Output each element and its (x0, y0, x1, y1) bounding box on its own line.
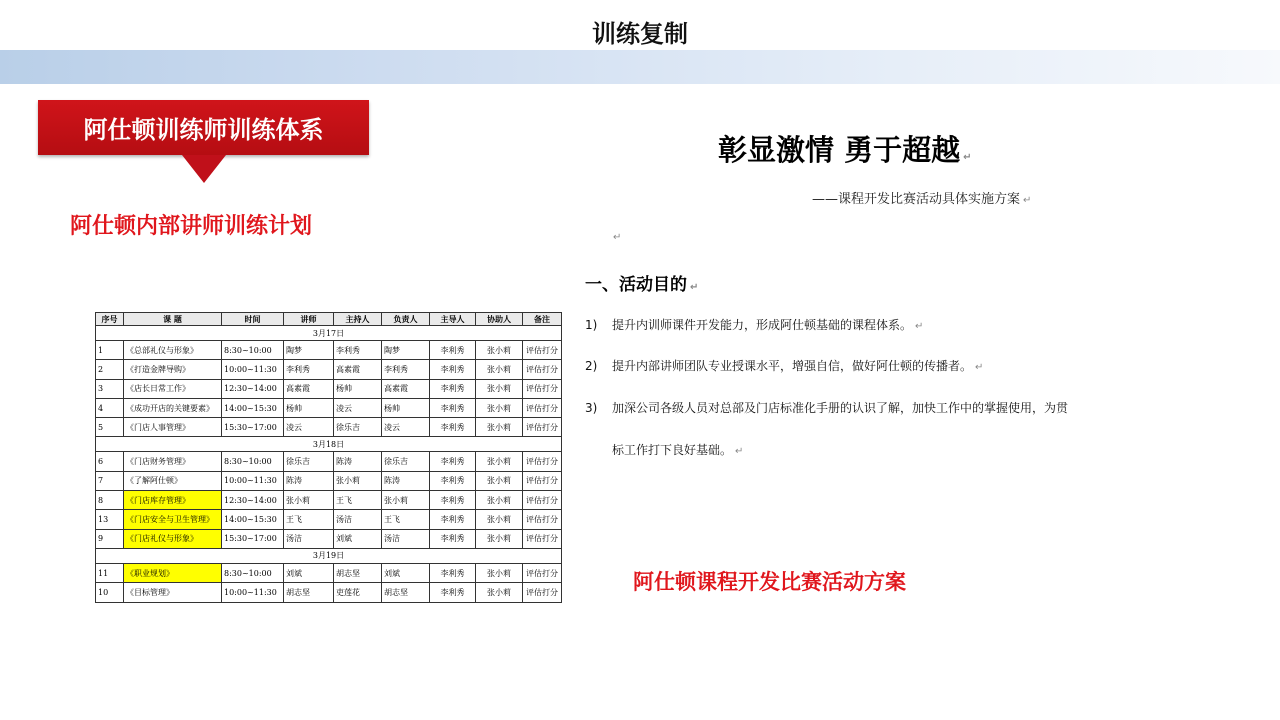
page-title: 训练复制 (592, 20, 688, 48)
table-header-cell: 主持人 (334, 313, 382, 326)
table-cell-host: 徐乐吉 (334, 418, 382, 437)
table-cell-time: 10:00~11:30 (222, 583, 284, 602)
table-cell-lead: 李利秀 (430, 471, 476, 490)
table-cell-owner: 徐乐吉 (382, 452, 430, 471)
table-cell-time: 15:30~17:00 (222, 529, 284, 548)
table-cell-no: 8 (96, 491, 124, 510)
table-header-cell: 备注 (523, 313, 562, 326)
down-arrow-icon (182, 155, 226, 183)
table-row (96, 583, 562, 602)
table-cell-lead: 李利秀 (430, 452, 476, 471)
table-cell-no: 9 (96, 529, 124, 548)
table-header-cell: 负责人 (382, 313, 430, 326)
table-cell-lead: 李利秀 (430, 583, 476, 602)
table-cell-owner: 汤洁 (382, 529, 430, 548)
table-cell-note: 评估打分 (523, 583, 562, 602)
paragraph-mark-icon: ↵ (915, 321, 924, 332)
table-header-cell: 主导人 (430, 313, 476, 326)
table-cell-time: 12:30~14:00 (222, 491, 284, 510)
table-header-row (96, 313, 562, 326)
table-cell-time: 10:00~11:30 (222, 360, 284, 379)
section-heading-text: 一、活动目的 (585, 275, 687, 295)
table-cell-lead: 李利秀 (430, 341, 476, 360)
table-cell-note: 评估打分 (523, 452, 562, 471)
document-subtitle (812, 188, 1031, 207)
document-title-text: 彰显激情 勇于超越 (718, 133, 961, 167)
table-cell-lead: 李利秀 (430, 398, 476, 417)
table-cell-note: 评估打分 (523, 379, 562, 398)
date-cell: 3月17日 (96, 326, 562, 341)
table-cell-time: 14:00~15:30 (222, 510, 284, 529)
table-cell-assist: 张小莉 (476, 583, 523, 602)
list-item-continuation (612, 441, 743, 458)
table-cell-no: 2 (96, 360, 124, 379)
table-cell-note: 评估打分 (523, 529, 562, 548)
left-subtitle: 阿仕顿内部讲师训练计划 (70, 214, 313, 239)
table-cell-time: 15:30~17:00 (222, 418, 284, 437)
table-cell-lecturer: 胡志坚 (284, 583, 334, 602)
table-cell-time: 10:00~11:30 (222, 471, 284, 490)
paragraph-mark-icon: ↵ (735, 446, 744, 457)
table-row (96, 398, 562, 417)
table-cell-note: 评估打分 (523, 360, 562, 379)
date-row (96, 437, 562, 452)
table-cell-owner: 胡志坚 (382, 583, 430, 602)
table-cell-owner: 刘斌 (382, 563, 430, 582)
table-cell-time: 12:30~14:00 (222, 379, 284, 398)
table-row (96, 529, 562, 548)
table-row (96, 563, 562, 582)
table-header-cell: 时间 (222, 313, 284, 326)
table-row (96, 418, 562, 437)
date-cell: 3月18日 (96, 437, 562, 452)
table-cell-host: 吏莲花 (334, 583, 382, 602)
paragraph-mark-icon: ↵ (963, 152, 972, 163)
table-cell-topic: 《成功开店的关键要素》 (124, 398, 222, 417)
table-cell-owner: 高素霞 (382, 379, 430, 398)
table-cell-topic: 《门店安全与卫生管理》 (124, 510, 222, 529)
paragraph-mark-icon: ↵ (975, 362, 984, 373)
table-cell-time: 8:30~10:00 (222, 452, 284, 471)
list-item (585, 316, 923, 333)
table-cell-note: 评估打分 (523, 341, 562, 360)
table-cell-topic: 《门店礼仪与形象》 (124, 529, 222, 548)
table-cell-note: 评估打分 (523, 418, 562, 437)
paragraph-mark-icon: ↵ (1023, 195, 1032, 206)
table-cell-note: 评估打分 (523, 398, 562, 417)
table-cell-no: 11 (96, 563, 124, 582)
table-cell-no: 7 (96, 471, 124, 490)
table-cell-topic: 《门店人事管理》 (124, 418, 222, 437)
table-cell-topic: 《总部礼仪与形象》 (124, 341, 222, 360)
table-row (96, 379, 562, 398)
table-cell-owner: 李利秀 (382, 360, 430, 379)
table-cell-host: 陈涛 (334, 452, 382, 471)
table-cell-lecturer: 杨帅 (284, 398, 334, 417)
list-text: 提升内训师课件开发能力，形成阿仕顿基础的课程体系。 (612, 318, 913, 332)
table-cell-time: 8:30~10:00 (222, 563, 284, 582)
table-cell-owner: 陈涛 (382, 471, 430, 490)
table-cell-topic: 《了解阿仕顿》 (124, 471, 222, 490)
training-schedule-table (95, 312, 562, 603)
table-cell-host: 胡志坚 (334, 563, 382, 582)
table-cell-assist: 张小莉 (476, 563, 523, 582)
date-row (96, 326, 562, 341)
list-number: 3) (585, 401, 598, 415)
table-cell-lead: 李利秀 (430, 360, 476, 379)
table-cell-no: 10 (96, 583, 124, 602)
table-cell-assist: 张小莉 (476, 360, 523, 379)
table-cell-lecturer: 陈涛 (284, 471, 334, 490)
table-cell-host: 刘斌 (334, 529, 382, 548)
table-row (96, 491, 562, 510)
document-title (718, 128, 972, 169)
table-cell-assist: 张小莉 (476, 379, 523, 398)
table-cell-host: 凌云 (334, 398, 382, 417)
table-cell-host: 高素霞 (334, 360, 382, 379)
table-cell-note: 评估打分 (523, 491, 562, 510)
red-banner (38, 100, 369, 155)
list-text: 提升内部讲师团队专业授课水平，增强自信，做好阿仕顿的传播者。 (612, 359, 973, 373)
table-cell-assist: 张小莉 (476, 471, 523, 490)
table-cell-topic: 《职业规划》 (124, 563, 222, 582)
table-cell-no: 13 (96, 510, 124, 529)
table-cell-lecturer: 王飞 (284, 510, 334, 529)
table-header-cell: 讲师 (284, 313, 334, 326)
table-header-cell: 课 题 (124, 313, 222, 326)
table-cell-topic: 《目标管理》 (124, 583, 222, 602)
table-cell-owner: 杨帅 (382, 398, 430, 417)
table-cell-time: 14:00~15:30 (222, 398, 284, 417)
table-cell-host: 李利秀 (334, 341, 382, 360)
banner-text: 阿仕顿训练师训练体系 (83, 116, 324, 144)
list-number: 2) (585, 359, 598, 373)
table-header-cell: 序号 (96, 313, 124, 326)
table-row (96, 452, 562, 471)
list-item (585, 357, 983, 374)
paragraph-mark-icon: ↵ (613, 232, 622, 243)
table-row (96, 360, 562, 379)
table-cell-host: 杨帅 (334, 379, 382, 398)
table-cell-topic: 《店长日常工作》 (124, 379, 222, 398)
table-cell-note: 评估打分 (523, 563, 562, 582)
table-cell-lecturer: 李利秀 (284, 360, 334, 379)
table-cell-assist: 张小莉 (476, 491, 523, 510)
table-cell-lead: 李利秀 (430, 379, 476, 398)
table-cell-lead: 李利秀 (430, 529, 476, 548)
table-cell-owner: 凌云 (382, 418, 430, 437)
list-item (585, 399, 1068, 416)
date-cell: 3月19日 (96, 548, 562, 563)
table-cell-no: 3 (96, 379, 124, 398)
table-cell-no: 4 (96, 398, 124, 417)
table-cell-lecturer: 高素霞 (284, 379, 334, 398)
table-cell-topic: 《门店库存管理》 (124, 491, 222, 510)
table-cell-assist: 张小莉 (476, 452, 523, 471)
table-cell-assist: 张小莉 (476, 341, 523, 360)
table-cell-lead: 李利秀 (430, 563, 476, 582)
table-cell-lecturer: 徐乐吉 (284, 452, 334, 471)
table-cell-owner: 张小莉 (382, 491, 430, 510)
table-cell-assist: 张小莉 (476, 398, 523, 417)
list-text: 加深公司各级人员对总部及门店标准化手册的认识了解，加快工作中的掌握使用，为贯 (612, 401, 1069, 415)
table-cell-lead: 李利秀 (430, 510, 476, 529)
paragraph-mark-icon: ↵ (690, 282, 699, 293)
table-cell-host: 王飞 (334, 491, 382, 510)
table-cell-lead: 李利秀 (430, 418, 476, 437)
table-cell-note: 评估打分 (523, 510, 562, 529)
table-cell-lecturer: 刘斌 (284, 563, 334, 582)
table-cell-lead: 李利秀 (430, 491, 476, 510)
table-cell-lecturer: 汤洁 (284, 529, 334, 548)
table-cell-lecturer: 凌云 (284, 418, 334, 437)
table-cell-note: 评估打分 (523, 471, 562, 490)
section-heading (585, 270, 698, 295)
table-row (96, 471, 562, 490)
table-cell-no: 6 (96, 452, 124, 471)
table-cell-assist: 张小莉 (476, 418, 523, 437)
table-row (96, 341, 562, 360)
table-cell-lecturer: 陶梦 (284, 341, 334, 360)
table-cell-assist: 张小莉 (476, 529, 523, 548)
table-header-cell: 协助人 (476, 313, 523, 326)
table-row (96, 510, 562, 529)
header-band (0, 50, 1280, 84)
table-cell-topic: 《打造金牌导购》 (124, 360, 222, 379)
table-cell-assist: 张小莉 (476, 510, 523, 529)
table-cell-lecturer: 张小莉 (284, 491, 334, 510)
table-cell-host: 张小莉 (334, 471, 382, 490)
date-row (96, 548, 562, 563)
table-cell-owner: 王飞 (382, 510, 430, 529)
table-cell-topic: 《门店财务管理》 (124, 452, 222, 471)
table-cell-host: 汤洁 (334, 510, 382, 529)
bottom-red-label: 阿仕顿课程开发比赛活动方案 (633, 570, 906, 594)
document-subtitle-text: ——课程开发比赛活动具体实施方案 (812, 192, 1021, 207)
table-cell-no: 1 (96, 341, 124, 360)
table-cell-time: 8:30~10:00 (222, 341, 284, 360)
table-cell-no: 5 (96, 418, 124, 437)
list-number: 1) (585, 318, 598, 332)
table-cell-owner: 陶梦 (382, 341, 430, 360)
list-text: 标工作打下良好基础。 (612, 443, 733, 457)
